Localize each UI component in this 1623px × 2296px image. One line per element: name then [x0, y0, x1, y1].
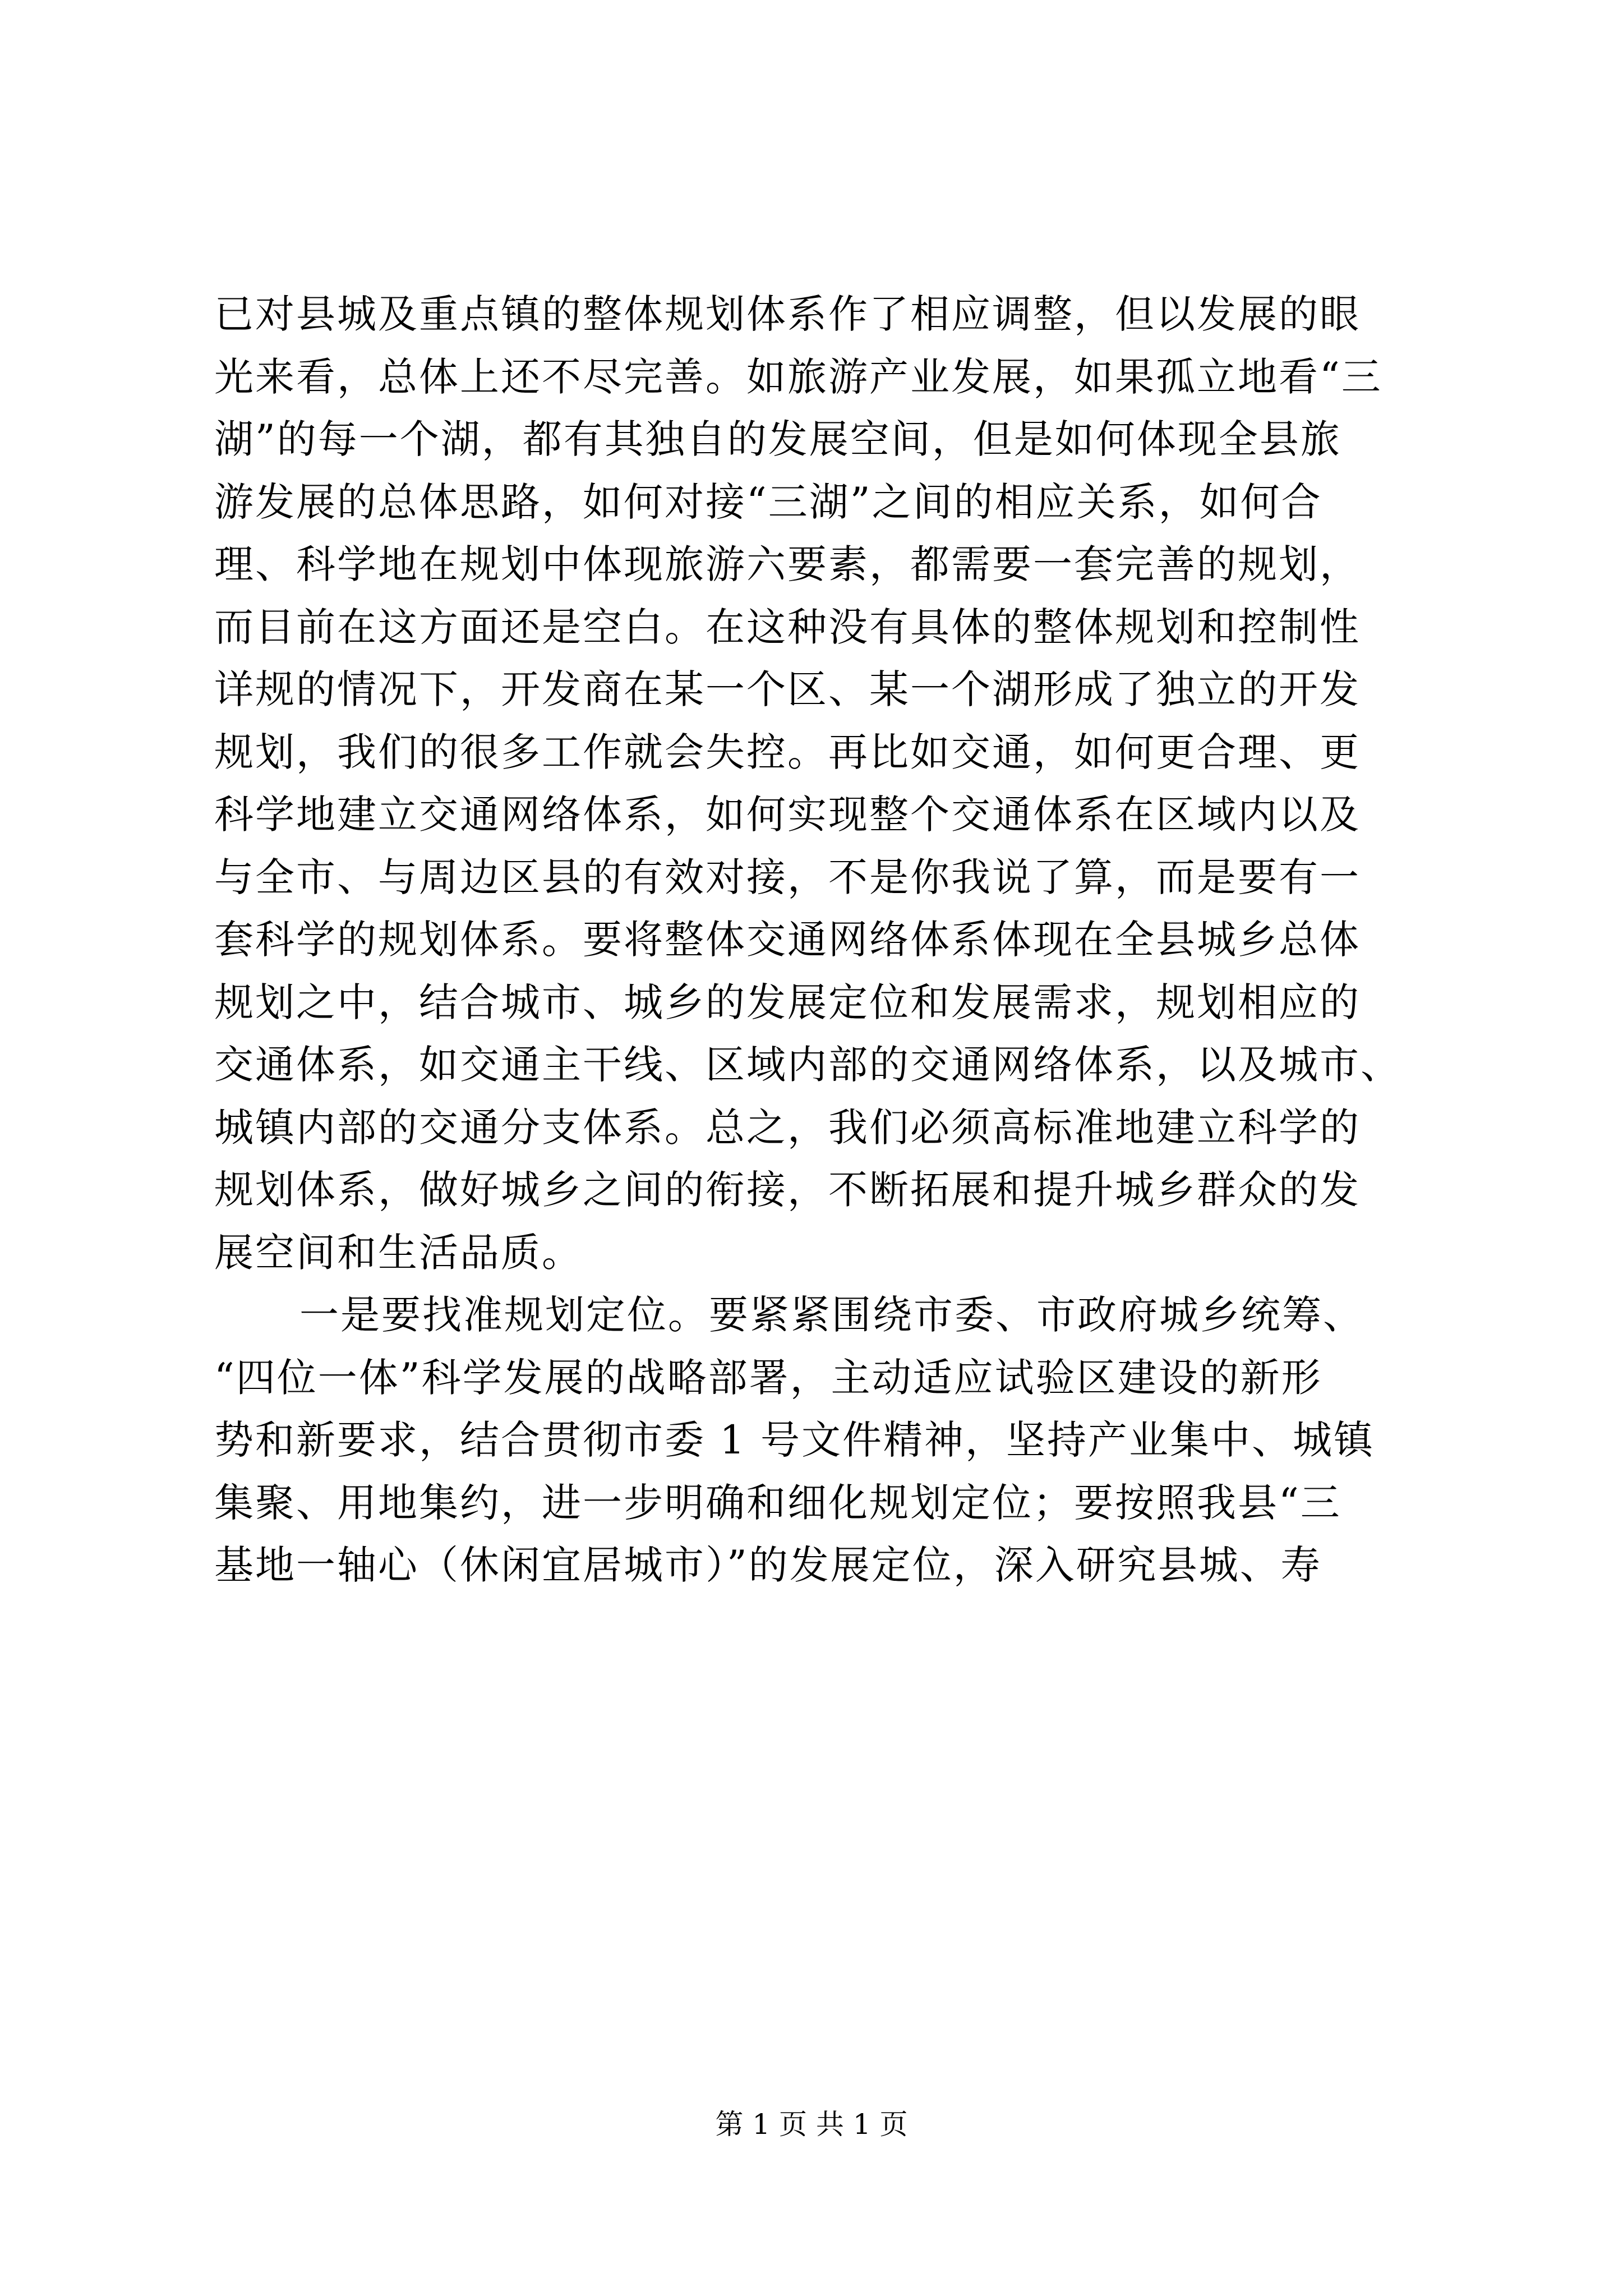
text-line: 势和新要求，结合贯彻市委 1 号文件精神，坚持产业集中、城镇 [214, 1417, 1375, 1463]
text-line: 与全市、与周边区县的有效对接，不是你我说了算，而是要有一 [214, 854, 1361, 900]
text-line: 详规的情况下，开发商在某一个区、某一个湖形成了独立的开发 [214, 666, 1361, 712]
text-line: 游发展的总体思路，如何对接“三湖”之间的相应关系，如何合 [214, 478, 1322, 525]
text-line: 展空间和生活品质。 [214, 1229, 583, 1276]
text-line: 已对县城及重点镇的整体规划体系作了相应调整，但以发展的眼 [214, 291, 1361, 337]
text-line: 集聚、用地集约，进一步明确和细化规划定位；要按照我县“三 [214, 1479, 1341, 1526]
text-line: 基地一轴心（休闲宜居城市）”的发展定位，深入研究县城、寿 [214, 1542, 1322, 1588]
text-line: 光来看，总体上还不尽完善。如旅游产业发展，如果孤立地看“三 [214, 353, 1382, 400]
text-line: 套科学的规划体系。要将整体交通网络体系体现在全县城乡总体 [214, 917, 1361, 963]
paragraph-first-line: 一是要找准规划定位。要紧紧围绕市委、市政府城乡统筹、 [299, 1292, 1364, 1338]
text-line: 而目前在这方面还是空白。在这种没有具体的整体规划和控制性 [214, 604, 1361, 650]
text-line: 科学地建立交通网络体系，如何实现整个交通体系在区域内以及 [214, 792, 1361, 838]
text-line: “四位一体”科学发展的战略部署，主动适应试验区建设的新形 [214, 1354, 1322, 1401]
text-line: 城镇内部的交通分支体系。总之，我们必须高标准地建立科学的 [214, 1104, 1361, 1151]
text-line: 交通体系，如交通主干线、区域内部的交通网络体系，以及城市、 [214, 1042, 1401, 1088]
text-line: 规划之中，结合城市、城乡的发展定位和发展需求，规划相应的 [214, 979, 1361, 1025]
text-line: 湖”的每一个湖，都有其独自的发展空间，但是如何体现全县旅 [214, 416, 1341, 462]
body-text [214, 283, 1420, 1597]
page-footer: 第 1 页 共 1 页 [715, 2108, 908, 2141]
text-line: 理、科学地在规划中体现旅游六要素，都需要一套完善的规划， [214, 541, 1361, 587]
text-line: 规划体系，做好城乡之间的衔接，不断拓展和提升城乡群众的发 [214, 1167, 1361, 1213]
text-line: 规划，我们的很多工作就会失控。再比如交通，如何更合理、更 [214, 729, 1361, 775]
